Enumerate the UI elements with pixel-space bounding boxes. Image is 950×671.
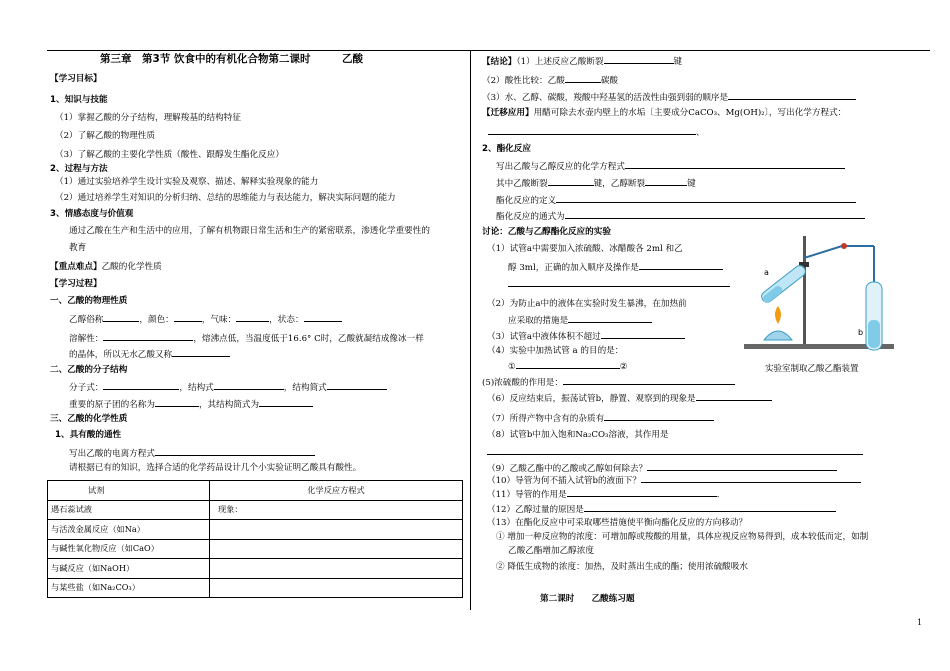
design-instruction: 请根据已有的知识，选择合适的化学药品设计几个小实验证明乙酸具有酸性。	[69, 463, 362, 473]
d7-label: （7）所得产物中含有的杂质有	[487, 414, 605, 424]
d10-label: （10）导管为何不插入试管b的液面下？	[487, 476, 641, 486]
bond-end: 键	[687, 179, 696, 189]
d12-label: （12）乙醇过量的原因是	[487, 505, 584, 515]
section-3-heading: 3、情感态度与价值观	[50, 209, 134, 219]
d5-label: (5)浓硫酸的作用是：	[482, 378, 563, 388]
acidity-label: （2）酸性比较：乙酸	[482, 76, 565, 86]
page-number: 1	[917, 618, 923, 627]
d2b-line	[508, 314, 652, 327]
section-2-heading: 2、过程与方法	[50, 164, 108, 174]
d6-line	[487, 392, 772, 405]
goals-heading: 【学习目标】	[50, 74, 102, 84]
d13-line: （13）在酯化反应中可采取哪些措施使平衡向酯化反应的方向移动？	[487, 518, 748, 528]
migration-line-1	[482, 108, 846, 119]
conclusion-heading: 【结论】	[482, 57, 517, 67]
d1-line: （1）试管a中需要加入浓硫酸、冰醋酸各 2ml 和乙	[487, 244, 683, 254]
column-divider	[470, 50, 471, 610]
d10-line	[487, 474, 861, 487]
figure-caption: 实验室制取乙酸乙酯装置	[765, 364, 859, 374]
group-formula-label: ，其结构简式为	[198, 400, 260, 410]
discussion-heading: 讨论：乙酸与乙醇酯化反应的实验	[482, 227, 611, 237]
glacial-blank[interactable]	[172, 348, 230, 357]
d12-blank[interactable]	[584, 503, 836, 512]
d3-label: （3）试管a中液体体积不超过	[487, 332, 601, 342]
d13c-line: ② 降低生成物的浓度：加热，及时蒸出生成的酯；使用浓硫酸吸水	[496, 562, 748, 572]
d3-blank[interactable]	[601, 330, 685, 339]
d5-line	[482, 376, 735, 389]
table-row	[48, 559, 463, 579]
d2-line: （2）为防止a中的液体在实验时发生暴沸，在加热前	[487, 299, 687, 309]
conclusion-1-end: 键	[673, 57, 683, 67]
d4-line: （4）实验中加热试管 a 的目的是：	[487, 346, 624, 356]
melting-text: ，熔沸点低，当温度低于16.6° C时，乙酸就凝结成像冰一样	[193, 334, 424, 344]
d3-line	[487, 330, 685, 343]
color-blank[interactable]	[174, 313, 202, 322]
alcohol-bond-blank[interactable]	[645, 177, 687, 186]
ester-line-3	[496, 194, 856, 207]
table-cell-reagent: 与活泼金属反应（如Na）	[48, 520, 210, 540]
acidity-end: 碳酸	[600, 76, 619, 86]
definition-label: 酯化反应的定义	[496, 196, 557, 206]
solubility-label: 溶解性：	[69, 334, 104, 344]
d4-answers	[508, 360, 627, 373]
physical-line-1	[69, 313, 342, 326]
d1-blank-2[interactable]	[508, 278, 730, 287]
table-row	[48, 481, 463, 501]
acid-property-heading: 1、具有酸的通性	[55, 430, 122, 440]
migration-heading: 【迁移应用】	[482, 108, 534, 118]
ester-line-4	[496, 210, 865, 223]
d1-blank-line-2	[508, 278, 730, 291]
ester-line-1	[496, 160, 845, 173]
table-row	[48, 539, 463, 559]
activity-order-blank[interactable]	[728, 91, 856, 100]
flame	[775, 306, 781, 324]
alias-blank[interactable]	[103, 313, 139, 322]
d11-label: （11）导管的作用是	[487, 490, 567, 500]
tube-stopper	[841, 243, 847, 249]
solubility-blank[interactable]	[103, 332, 193, 341]
key-heading: 【重点难点】	[50, 262, 102, 272]
simplified-label: ，结构简式	[283, 383, 327, 393]
structure-line-2	[69, 398, 313, 411]
d10-blank[interactable]	[641, 474, 861, 483]
d5-blank[interactable]	[563, 376, 735, 385]
table-cell-equation[interactable]	[210, 520, 463, 540]
color-label: ，颜色：	[139, 315, 174, 325]
general-formula-blank[interactable]	[565, 210, 865, 219]
migration-sep: 、	[696, 128, 705, 138]
table-cell-reagent: 遇石蕊试液	[48, 500, 210, 520]
d1b-line	[508, 261, 723, 274]
d8-line: （8）试管b中加入饱和Na₂CO₃溶液，其作用是	[487, 430, 669, 440]
definition-blank[interactable]	[556, 194, 856, 203]
alcohol-bond-label: 键，乙醇断裂	[593, 179, 646, 189]
page-title: 第三章 第3节 饮食中的有机化合物第二课时 乙酸	[100, 53, 363, 65]
bond-blank[interactable]	[604, 55, 674, 64]
ionization-label: 写出乙酸的电离方程式	[69, 449, 155, 459]
label-a: a	[764, 268, 769, 277]
table-cell-reagent: 与某些盐（如Na₂CO₃）	[48, 578, 210, 598]
alias-label: 乙醇俗称	[69, 315, 104, 325]
table-cell-equation[interactable]	[210, 500, 463, 520]
d9-blank[interactable]	[647, 462, 837, 471]
table-cell-reagent: 与碱反应（如NaOH）	[48, 559, 210, 579]
d4-a-blank[interactable]	[516, 360, 620, 369]
structural-blank[interactable]	[214, 381, 284, 390]
goal-2-2: （2）通过培养学生对知识的分析归纳、总结的思维能力与表达能力，解决实际问题的能力	[55, 193, 396, 203]
group-name-label: 重要的原子团的名称为	[69, 400, 155, 410]
structure-line-1	[69, 381, 387, 394]
d1-blank[interactable]	[639, 261, 723, 270]
ester-equation-label: 写出乙酸与乙醇反应的化学方程式	[496, 162, 625, 172]
acid-bond-label: 其中乙酸断裂	[496, 179, 548, 189]
ionization-blank[interactable]	[155, 447, 315, 456]
table-cell-equation[interactable]	[210, 559, 463, 579]
d6-blank[interactable]	[696, 392, 772, 401]
group-name-blank[interactable]	[155, 398, 199, 407]
tube-b-liquid	[868, 320, 880, 348]
reagent-table	[47, 480, 463, 598]
part-3-heading: 三、乙酸的化学性质	[50, 414, 128, 424]
d4-a: ①	[508, 362, 516, 372]
goal-1-2: （2）了解乙酸的物理性质	[55, 131, 155, 141]
apparatus-figure	[742, 228, 900, 374]
odor-blank[interactable]	[236, 313, 269, 322]
process-heading: 【学习过程】	[50, 279, 102, 289]
migration-blank-1[interactable]	[488, 126, 696, 135]
part-1-heading: 一、乙酸的物理性质	[50, 296, 128, 306]
physical-line-3	[69, 348, 230, 361]
goal-1-3: （3）了解乙酸的主要化学性质（酸性、跟醇发生酯化反应）	[55, 150, 284, 160]
d1b-label: 醇 3ml，正确的加入顺序及操作是	[508, 263, 639, 273]
state-blank[interactable]	[304, 313, 342, 322]
d8-blank-line	[487, 446, 863, 459]
acidity-blank[interactable]	[565, 74, 601, 83]
d11-end: .	[716, 490, 720, 500]
conclusion-1-text: （1）上述反应乙酸断裂	[516, 57, 604, 67]
odor-label: ，气味：	[201, 315, 237, 325]
delivery-tube	[804, 246, 874, 258]
conclusion-line-1	[482, 55, 682, 68]
formula-label: 分子式：	[69, 383, 104, 393]
d2b-label: 应采取的措施是	[508, 316, 569, 326]
formula-blank[interactable]	[103, 381, 179, 390]
state-label: ，状态：	[269, 315, 304, 325]
activity-order-label: （3）水、乙醇、碳酸，羧酸中羟基氢的活泼性由强到弱的顺序是	[482, 93, 729, 103]
d11-blank[interactable]	[567, 488, 717, 497]
acid-bond-blank[interactable]	[548, 177, 594, 186]
table-row	[48, 520, 463, 540]
top-rule	[47, 50, 930, 51]
section-1-heading: 1、知识与技能	[50, 95, 108, 105]
goal-2-1: （1）通过实验培养学生设计实验及观察、描述、解释实验现象的能力	[55, 177, 319, 187]
d12-line	[487, 503, 836, 516]
d11-line	[487, 488, 719, 501]
d13b-line: 乙酸乙酯增加乙醇浓度	[508, 546, 594, 556]
table-header-reagent: 试剂	[48, 481, 210, 501]
d7-blank[interactable]	[604, 412, 714, 421]
d8-blank[interactable]	[487, 446, 863, 455]
d2-blank[interactable]	[568, 314, 652, 323]
ester-line-2	[496, 177, 696, 190]
ionization-line	[69, 447, 315, 460]
glacial-label: 的晶体，所以无水乙酸又称	[69, 350, 173, 360]
d13a-line: ① 增加一种反应物的浓度：可增加醇或羧酸的用量，具体应视反应物易得到，成本较低而定，如制	[496, 532, 869, 542]
general-formula-label: 酯化反应的通式为	[496, 212, 565, 222]
goal-1-1: （1）掌握乙酸的分子结构，理解羧基的结构特征	[55, 113, 241, 123]
table-cell-reagent: 与碱性氧化物反应（如CaO）	[48, 539, 210, 559]
footer-title: 第二课时 乙酸练习题	[540, 594, 635, 604]
label-b: b	[858, 328, 864, 337]
table-row	[48, 578, 463, 598]
table-cell-equation[interactable]	[210, 578, 463, 598]
table-cell-equation[interactable]	[210, 539, 463, 559]
goal-3-2: 教育	[69, 243, 87, 253]
part-2-heading: 二、乙酸的分子结构	[50, 365, 128, 375]
phenomenon-label: 现象：	[218, 504, 243, 515]
d9-label: （9）乙酸乙酯中的乙酸或乙醇如何除去？	[487, 464, 648, 474]
migration-line-2	[488, 126, 705, 139]
simplified-blank[interactable]	[327, 381, 387, 390]
esterification-heading: 2、酯化反应	[482, 144, 531, 154]
conclusion-line-3	[482, 91, 856, 104]
d7-line	[487, 412, 714, 425]
group-formula-blank[interactable]	[259, 398, 313, 407]
stand-rod	[803, 236, 806, 344]
alcohol-lamp	[764, 331, 792, 340]
d6-label: （6）反应结束后，振荡试管b，静置、观察到的现象是	[487, 394, 696, 404]
migration-text: 用醋可除去水壶内壁上的水垢〔主要成分CaCO₃、Mg(OH)₂〕，写出化学方程式：	[533, 108, 847, 118]
d4-b: ②	[619, 362, 628, 372]
ester-equation-blank[interactable]	[625, 160, 845, 169]
conclusion-line-2	[482, 74, 618, 87]
key-points	[50, 262, 162, 273]
table-row	[48, 500, 463, 520]
physical-line-2	[69, 332, 424, 345]
table-header-equation: 化学反应方程式	[210, 481, 463, 501]
structural-label: ，结构式	[179, 383, 214, 393]
key-text: 乙酸的化学性质	[101, 262, 162, 272]
goal-3-1: 通过乙酸在生产和生活中的应用，了解有机物跟日常生活和生产的紧密联系，渗透化学重要性的	[69, 226, 430, 236]
